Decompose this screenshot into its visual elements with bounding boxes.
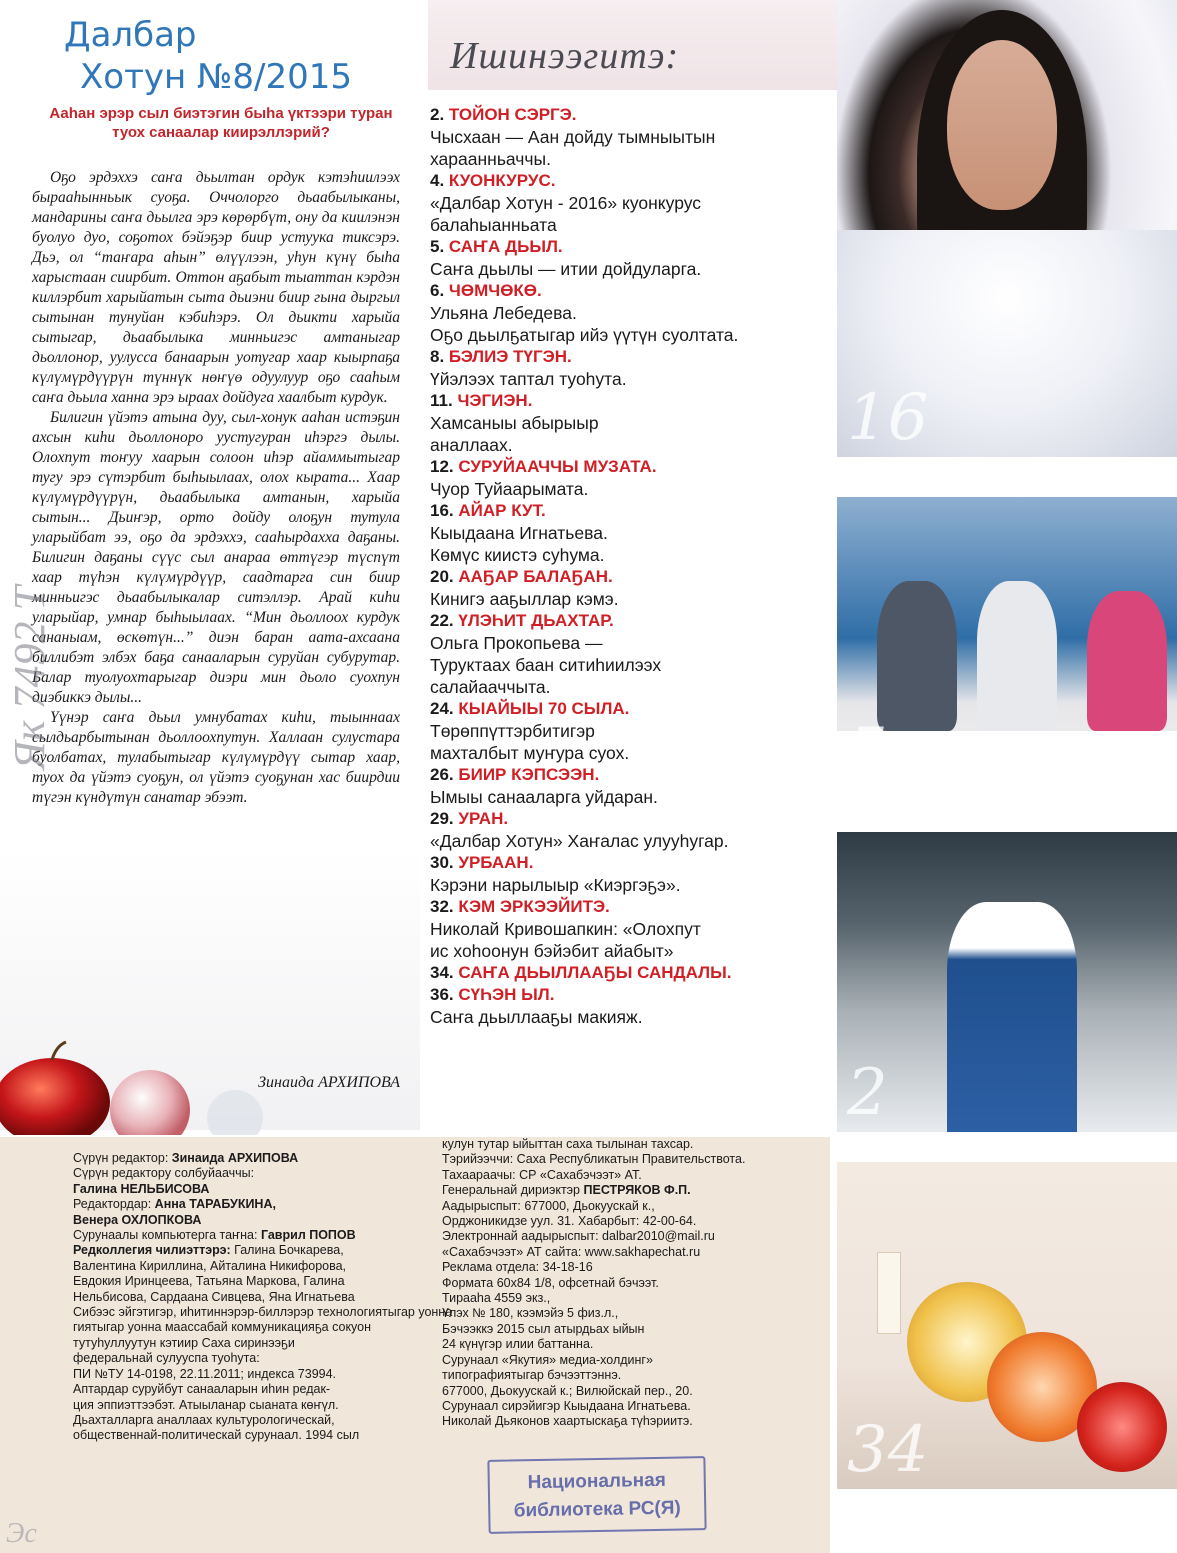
imprint-line bbox=[73, 1336, 441, 1351]
photo-page-number: 5 bbox=[847, 715, 888, 789]
contents-item bbox=[430, 764, 838, 808]
imprint-label: Тирааһа 4559 экз., bbox=[442, 1291, 551, 1306]
imprint-label: кулун тутар ыйыттан саха тылынан тахсар. bbox=[442, 1137, 694, 1151]
contents-section-title: СУРУЙААЧЧЫ МУЗАТА. bbox=[458, 457, 657, 476]
contents-item bbox=[430, 566, 838, 610]
candle-icon bbox=[877, 1252, 901, 1334]
contents-section-title: ТОЙОН СЭРГЭ. bbox=[448, 105, 577, 124]
photo-page-number: 2 bbox=[847, 1056, 888, 1130]
contents-banner bbox=[428, 0, 840, 90]
christmas-ornament-icon bbox=[0, 1040, 300, 1135]
imprint-label: тутуһуллуутун кэтиир Саха сиринээҕи bbox=[73, 1335, 295, 1350]
contents-item-description: Туруктаах баан ситиһиилээх bbox=[430, 655, 662, 675]
contents-page-number: 32. bbox=[430, 897, 454, 916]
contents-page-number: 16. bbox=[430, 501, 454, 520]
contents-section-title: ҮЛЭҺИТ ДЬАХТАР. bbox=[458, 611, 614, 630]
photo-page-number: 16 bbox=[847, 381, 929, 455]
contents-item-description: Ымыы санааларга уйдаран. bbox=[430, 787, 658, 807]
photo-person-shape bbox=[977, 581, 1057, 731]
contents-item-description: Кэрэни нарылыыр «Киэргэҕэ». bbox=[430, 875, 681, 895]
carved-fruit-shape bbox=[1077, 1382, 1167, 1472]
contents-heading: Ишинээгитэ: bbox=[450, 35, 680, 77]
imprint-value: Зинаида АРХИПОВА bbox=[171, 1151, 299, 1165]
imprint-label: «Сахабэчээт» АТ сайта: www.sakhapechat.ru bbox=[442, 1244, 701, 1259]
imprint-tail: СР «Сахабэчээт» АТ. bbox=[519, 1167, 642, 1182]
contents-item-description: Чысхаан — Аан дойду тымныытын bbox=[430, 127, 716, 147]
imprint-label: Сүрүн редактор: bbox=[73, 1151, 172, 1165]
imprint-label: 677000, Дьокуускай к.; Вилюйскай пер., 20. bbox=[442, 1383, 693, 1398]
contents-item bbox=[430, 984, 838, 1028]
imprint-line bbox=[73, 1151, 441, 1166]
contents-item bbox=[430, 280, 838, 346]
imprint-label: Сибээс эйгэтигэр, иһитиннэрэр-биллэрэр технологиятыгар уонна bbox=[73, 1305, 453, 1320]
photo-person-shape bbox=[1087, 591, 1167, 731]
contents-item-description: аналлаах. bbox=[430, 435, 513, 455]
imprint-label: Аадырыспыт: 677000, Дьокуускай к., bbox=[442, 1198, 655, 1213]
imprint-line bbox=[442, 1245, 830, 1260]
contents-section-title: КЭМ ЭРКЭЭЙИТЭ. bbox=[458, 897, 610, 916]
imprint-line bbox=[442, 1168, 830, 1183]
imprint-label: Сүрүн редактоpу солбуйааччы: bbox=[73, 1166, 255, 1181]
imprint-line bbox=[73, 1351, 441, 1366]
imprint-value: Венера ОХЛОПКОВА bbox=[73, 1212, 202, 1227]
imprint-value: Гаврил ПОПОВ bbox=[260, 1228, 356, 1243]
contents-item-description: «Далбар Хотун» Хаҥалас улууһугар. bbox=[430, 831, 729, 851]
imprint-label: Валентина Кириллина, Айталина Никифорова, bbox=[73, 1258, 347, 1273]
library-stamp-line1: Национальная bbox=[527, 1469, 667, 1494]
contents-item bbox=[430, 896, 838, 962]
contents-item-description: Чуор Туйаарымата. bbox=[430, 479, 589, 499]
contents-page-number: 29. bbox=[430, 809, 454, 828]
photo-table-shape bbox=[837, 731, 1177, 791]
imprint-right-column bbox=[442, 1137, 830, 1430]
imprint-line bbox=[442, 1276, 830, 1291]
contents-item-description: Үйэлээх таптал туоһута. bbox=[430, 369, 627, 389]
contents-page-number: 24. bbox=[430, 699, 454, 718]
imprint-line bbox=[442, 1353, 830, 1368]
contents-item-description: Саҥа дьылы — итии дойдуларга. bbox=[430, 259, 702, 279]
contents-section-title: САҤА ДЬЫЛ. bbox=[448, 237, 563, 256]
imprint-value: Анна ТАРАБУКИНА, bbox=[154, 1197, 276, 1212]
imprint-line bbox=[73, 1182, 441, 1197]
imprint-left-column bbox=[73, 1151, 453, 1444]
imprint-line bbox=[442, 1291, 830, 1306]
contents-item-heading bbox=[430, 764, 838, 786]
imprint-line bbox=[73, 1320, 441, 1335]
imprint-line bbox=[442, 1337, 830, 1352]
contents-item-description: Саҥа дьыллааҕы макияж. bbox=[430, 1007, 643, 1027]
photo-page-34 bbox=[837, 1162, 1177, 1489]
imprint-label: Николай Дьяконов хаартыскаҕа түһэриитэ. bbox=[442, 1414, 693, 1429]
imprint-line bbox=[442, 1152, 830, 1167]
lead-question: Ааһан эрэр сыл биэтэгин быһа үктээри туран туох санаалар киирэллэрий? bbox=[49, 105, 393, 141]
editorial-paragraph: Оҕо эрдэххэ саҥа дьылтан ордук кэтэһиилээх бырааһынньык суоҕа. Оччолорго дьаабылыканы, мандарины саҥа дьылга эрэ көрөрбүт, ону да киилэнэн буолуо дуо, соҕотох бэйэҕэр биир устуука тиксэрэ. Дьэ, ол “таҥара аһын” өлүүлээн, уһун күнү быһа харыстаан сиирбит. Оттон аҕабыт тыаттан кэрдэн киллэрбит харыйатын сыта дьиэни биир гына дыргыл сытынан тунуйан кэбиһэрэ. Ол дьикти харыйа сытыгар, дьаабылыка минньигэс амтаныгар дьоллонор, уулусса банаарын уотугар хаар кыырпаҕа күлүмүрдүүрүн түннүк нөҥүө одуулуур оҕо сааһым саҥа дьыла ханна эрэ ыраах дойдуга хаалбыт курдук. bbox=[32, 169, 400, 406]
imprint-line bbox=[442, 1214, 830, 1229]
contents-item-heading bbox=[430, 698, 838, 720]
contents-item-heading bbox=[430, 500, 838, 522]
contents-item-description: Хамсаныы абырыыр bbox=[430, 413, 599, 433]
imprint-line bbox=[73, 1398, 441, 1413]
contents-item-heading bbox=[430, 280, 838, 302]
contents-item bbox=[430, 852, 838, 896]
photo-page-2 bbox=[837, 832, 1177, 1132]
imprint-label: Сурунаал сирэйигэр Кыыдаана Игнатьева. bbox=[442, 1398, 691, 1413]
contents-item-description: Ульяна Лебедева. bbox=[430, 303, 577, 323]
photo-page-5 bbox=[837, 497, 1177, 791]
contents-page-number: 11. bbox=[430, 391, 453, 410]
imprint-line bbox=[73, 1305, 453, 1320]
imprint-line bbox=[73, 1367, 441, 1382]
editorial-column bbox=[0, 0, 420, 1130]
imprint-line bbox=[73, 1290, 441, 1305]
imprint-line bbox=[442, 1183, 830, 1198]
imprint-line bbox=[73, 1413, 441, 1428]
imprint-line bbox=[73, 1197, 441, 1212]
contents-item-heading bbox=[430, 808, 838, 830]
imprint-label: гиятыгар уонна маассабай коммуникацияҕа сокуон bbox=[73, 1320, 372, 1335]
contents-item bbox=[430, 500, 838, 566]
imprint-line bbox=[73, 1428, 441, 1443]
imprint-tail: Галина Бочкарева, bbox=[234, 1243, 344, 1258]
imprint-label: Тэрийээччи: bbox=[442, 1152, 517, 1167]
imprint-tail: Саха Республикатын Правительствота. bbox=[516, 1152, 746, 1167]
contents-item-heading bbox=[430, 610, 838, 632]
imprint-label: Бэчээккэ 2015 сыл атырдьах ыйын bbox=[442, 1321, 645, 1336]
contents-page-number: 20. bbox=[430, 567, 454, 586]
editorial-paragraph: Үүнэр саҥа дьыл умнубатах киһи, тыыннаах сылдьарбытынан дьоллоохпутун. Халлаан сулустара буолбатах, тулабытыгар күлүмүрдүү сытар хаар, туох да үйэтэ суоҕун, ол үйэтэ суоҕунан хас биирдии түгэн күндүтүн санатар эбээт. bbox=[32, 709, 400, 806]
contents-section-title: УРБААН. bbox=[458, 853, 534, 872]
contents-item-description: балаһыанньата bbox=[430, 215, 557, 235]
imprint-label: ция эппиэттээбэт. Атыыланар сыаната көҥүл. bbox=[73, 1397, 339, 1412]
contents-item bbox=[430, 456, 838, 500]
contents-item-description: Көмүс киистэ суһума. bbox=[430, 545, 605, 565]
imprint-line bbox=[442, 1368, 830, 1383]
contents-item-description: махталбыт муҥура суох. bbox=[430, 743, 630, 763]
contents-item-heading bbox=[430, 984, 838, 1006]
contents-item-description: Николай Кривошапкин: «Олохпут bbox=[430, 919, 701, 939]
imprint-line bbox=[442, 1399, 830, 1414]
imprint-line bbox=[73, 1228, 441, 1243]
contents-item-description: ис хоһоонун бэйэбит айабыт» bbox=[430, 941, 674, 961]
imprint-line bbox=[442, 1229, 830, 1244]
contents-item-heading bbox=[430, 236, 838, 258]
imprint-line bbox=[73, 1213, 441, 1228]
contents-item-heading bbox=[430, 896, 838, 918]
imprint-label: Редактордар: bbox=[73, 1197, 155, 1212]
contents-section-title: ЧӨМЧӨКӨ. bbox=[448, 281, 542, 300]
imprint-line bbox=[442, 1260, 830, 1275]
contents-item-heading bbox=[430, 346, 838, 368]
contents-list bbox=[430, 104, 838, 1028]
contents-item-heading bbox=[430, 104, 838, 126]
table-of-contents bbox=[428, 0, 840, 1130]
contents-page-number: 12. bbox=[430, 457, 454, 476]
contents-section-title: КЫАЙЫЫ 70 СЫЛА. bbox=[458, 699, 630, 718]
imprint-line bbox=[73, 1259, 441, 1274]
contents-page-number: 30. bbox=[430, 853, 454, 872]
imprint-label: Нельбисова, Сардаана Сивцева, Яна Игнатьева bbox=[73, 1289, 355, 1304]
magazine-title bbox=[64, 14, 404, 98]
imprint-value: Редколлегия чилиэттэрэ: bbox=[73, 1243, 235, 1258]
imprint-label: Реклама отдела: 34-18-16 bbox=[442, 1260, 593, 1275]
imprint-label: Электроннай аадырыспыт: dalbar2010@mail.ru bbox=[442, 1229, 715, 1244]
imprint-label: федеральнай сулууспа туоһута: bbox=[73, 1351, 260, 1366]
photo-face-shape bbox=[947, 40, 1057, 210]
magazine-title-line1: Далбар bbox=[64, 15, 197, 55]
imprint-line bbox=[73, 1166, 441, 1181]
contents-page-number: 5. bbox=[430, 237, 445, 256]
contents-item-description: салайааччыта. bbox=[430, 677, 551, 697]
contents-item bbox=[430, 610, 838, 698]
contents-item bbox=[430, 236, 838, 280]
imprint-label: общественнай-политическай сурунаал. 1994 сыл bbox=[73, 1428, 360, 1443]
contents-item-description: «Далбар Хотун - 2016» куонкурус bbox=[430, 193, 702, 213]
contents-item-description: хараанньаччы. bbox=[430, 149, 551, 169]
contents-section-title: ЧЭГИЭН. bbox=[457, 391, 533, 410]
imprint-label: Тахаараачы: bbox=[442, 1167, 520, 1182]
imprint-line bbox=[73, 1382, 441, 1397]
editorial-signature: Зинаида АРХИПОВА bbox=[258, 1074, 400, 1091]
contents-item-description: Кинигэ ааҕыллар кэмэ. bbox=[430, 589, 619, 609]
contents-section-title: АЙАР КУТ. bbox=[458, 501, 546, 520]
imprint-label: Генеральнай дириэктэр bbox=[442, 1183, 584, 1198]
imprint-label: Сурунаалы компьютерга таҥна: bbox=[73, 1228, 261, 1243]
photo-page-16 bbox=[837, 0, 1177, 457]
contents-section-title: УРАН. bbox=[458, 809, 509, 828]
contents-page-number: 6. bbox=[430, 281, 445, 300]
contents-item-heading bbox=[430, 390, 838, 412]
contents-section-title: КУОНКУРУС. bbox=[448, 171, 556, 190]
contents-section-title: СҮҺЭН ЫЛ. bbox=[458, 985, 555, 1004]
imprint-line bbox=[442, 1384, 830, 1399]
contents-item bbox=[430, 698, 838, 764]
imprint-label: Дьахталларга аналлаах культурологическай, bbox=[73, 1412, 335, 1427]
imprint-label: типографиятыгар бэчээттэннэ. bbox=[442, 1368, 622, 1383]
contents-item bbox=[430, 104, 838, 170]
editorial-text bbox=[32, 168, 400, 808]
imprint-label: Үлэх № 180, кээмэйэ 5 физ.л., bbox=[442, 1306, 619, 1321]
editorial-paragraph: Билигин үйэтэ атына дуу, сыл-хонук ааһан истэҕин ахсын киһи дьоллоноро уустугуран иһэргэ дылы. Олохпут тоҥуу хаарын солоон иһэр айаммытыгар тугу эрэ сүтэрбит быһыылаах, олох кырата... Хаар күлүмүрдүүрүн, дьаабылыка амтанын, харыйа сытын... Дьиҥэр, орто дойду олоҕун тутула уларыйбат ээ, оҕо да эрдэххэ, сааһырдахха даҕаны. Билигин даҕаны сүүс сыл анараа өттүгэр түспүт хаар түһэн күлүмүрдүүр, саадтарга син биир минньигэс дьаабылыкалар ситэллэр. Арай киһи уларыйар, умнар быһыылаах. “Мин дьоллоох курдук сананыам, өскөтүн...” диэн баран аата-ахсаана биллибэт элбэх баҕа санааларын суруйан субурутар. Балар туолуохтарыгар диэри мин дьоло суохпун диэбиккэ дылы... bbox=[32, 409, 400, 706]
imprint-line bbox=[442, 1137, 830, 1152]
imprint-line bbox=[73, 1274, 441, 1289]
imprint-line bbox=[442, 1199, 830, 1214]
contents-page-number: 8. bbox=[430, 347, 445, 366]
contents-item-description: Кыыдаана Игнатьева. bbox=[430, 523, 608, 543]
imprint-line bbox=[442, 1414, 830, 1429]
contents-page-number: 22. bbox=[430, 611, 454, 630]
contents-page-number: 2. bbox=[430, 105, 445, 124]
contents-page-number: 26. bbox=[430, 765, 454, 784]
contents-section-title: САҤА ДЬЫЛЛААҔЫ САНДАЛЫ. bbox=[458, 963, 732, 982]
contents-item bbox=[430, 962, 838, 984]
imprint-line bbox=[442, 1306, 830, 1321]
imprint-value: Галина НЕЛЬБИСОВА bbox=[73, 1181, 210, 1196]
imprint-label: Орджоникидзе уул. 31. Хабарбыт: 42-00-64. bbox=[442, 1214, 697, 1229]
contents-page-number: 4. bbox=[430, 171, 445, 190]
contents-item bbox=[430, 808, 838, 852]
contents-item bbox=[430, 170, 838, 236]
contents-item-description: Төрөппүттэрбитигэр bbox=[430, 721, 595, 741]
contents-section-title: ААҔАР БАЛАҔАН. bbox=[458, 567, 613, 586]
contents-page-number: 34. bbox=[430, 963, 454, 982]
shelf-mark-text: Як 7492 Т bbox=[5, 586, 54, 770]
contents-section-title: БИИР КЭПСЭЭН. bbox=[458, 765, 600, 784]
corner-handwritten-mark: Эс bbox=[6, 1518, 37, 1549]
magazine-title-line2: Хотун №8/2015 bbox=[80, 57, 353, 97]
contents-item-heading bbox=[430, 566, 838, 588]
imprint-label: Сурунаал «Якутия» медиа-холдинг» bbox=[442, 1352, 653, 1367]
contents-item-heading bbox=[430, 170, 838, 192]
imprint-label: Формата 60х84 1/8, офсетнай бэчээт. bbox=[442, 1275, 659, 1290]
photo-costume-shape bbox=[947, 902, 1077, 1132]
contents-item-heading bbox=[430, 456, 838, 478]
imprint-label: 24 күнүгэр илии баттанна. bbox=[442, 1337, 594, 1352]
imprint-line bbox=[442, 1322, 830, 1337]
contents-item bbox=[430, 346, 838, 390]
contents-item-heading bbox=[430, 962, 838, 984]
contents-item-description: Ольга Прокопьева — bbox=[430, 633, 603, 653]
handwritten-shelf-mark bbox=[0, 470, 64, 800]
photo-page-number: 34 bbox=[847, 1413, 929, 1487]
contents-section-title: БЭЛИЭ ТҮГЭН. bbox=[448, 347, 572, 366]
library-stamp bbox=[487, 1456, 706, 1534]
contents-page-number: 36. bbox=[430, 985, 454, 1004]
contents-item bbox=[430, 390, 838, 456]
contents-item-heading bbox=[430, 852, 838, 874]
imprint-label: ПИ №ТУ 14-0198, 22.11.2011; индекса 73994. bbox=[73, 1366, 337, 1381]
imprint-line bbox=[73, 1243, 441, 1258]
imprint-label: Аптардар суруйбут санааларын иһин редак- bbox=[73, 1382, 331, 1397]
contents-item-description: Оҕо дьылҕатыгар ийэ үүтүн суолтата. bbox=[430, 325, 739, 345]
imprint-label: Евдокия Иринцеева, Татьяна Маркова, Галина bbox=[73, 1274, 345, 1289]
library-stamp-line2: библиотека РС(Я) bbox=[513, 1497, 681, 1522]
photo-person-shape bbox=[877, 581, 957, 731]
imprint-value: ПЕСТРЯКОВ Ф.П. bbox=[583, 1183, 691, 1198]
